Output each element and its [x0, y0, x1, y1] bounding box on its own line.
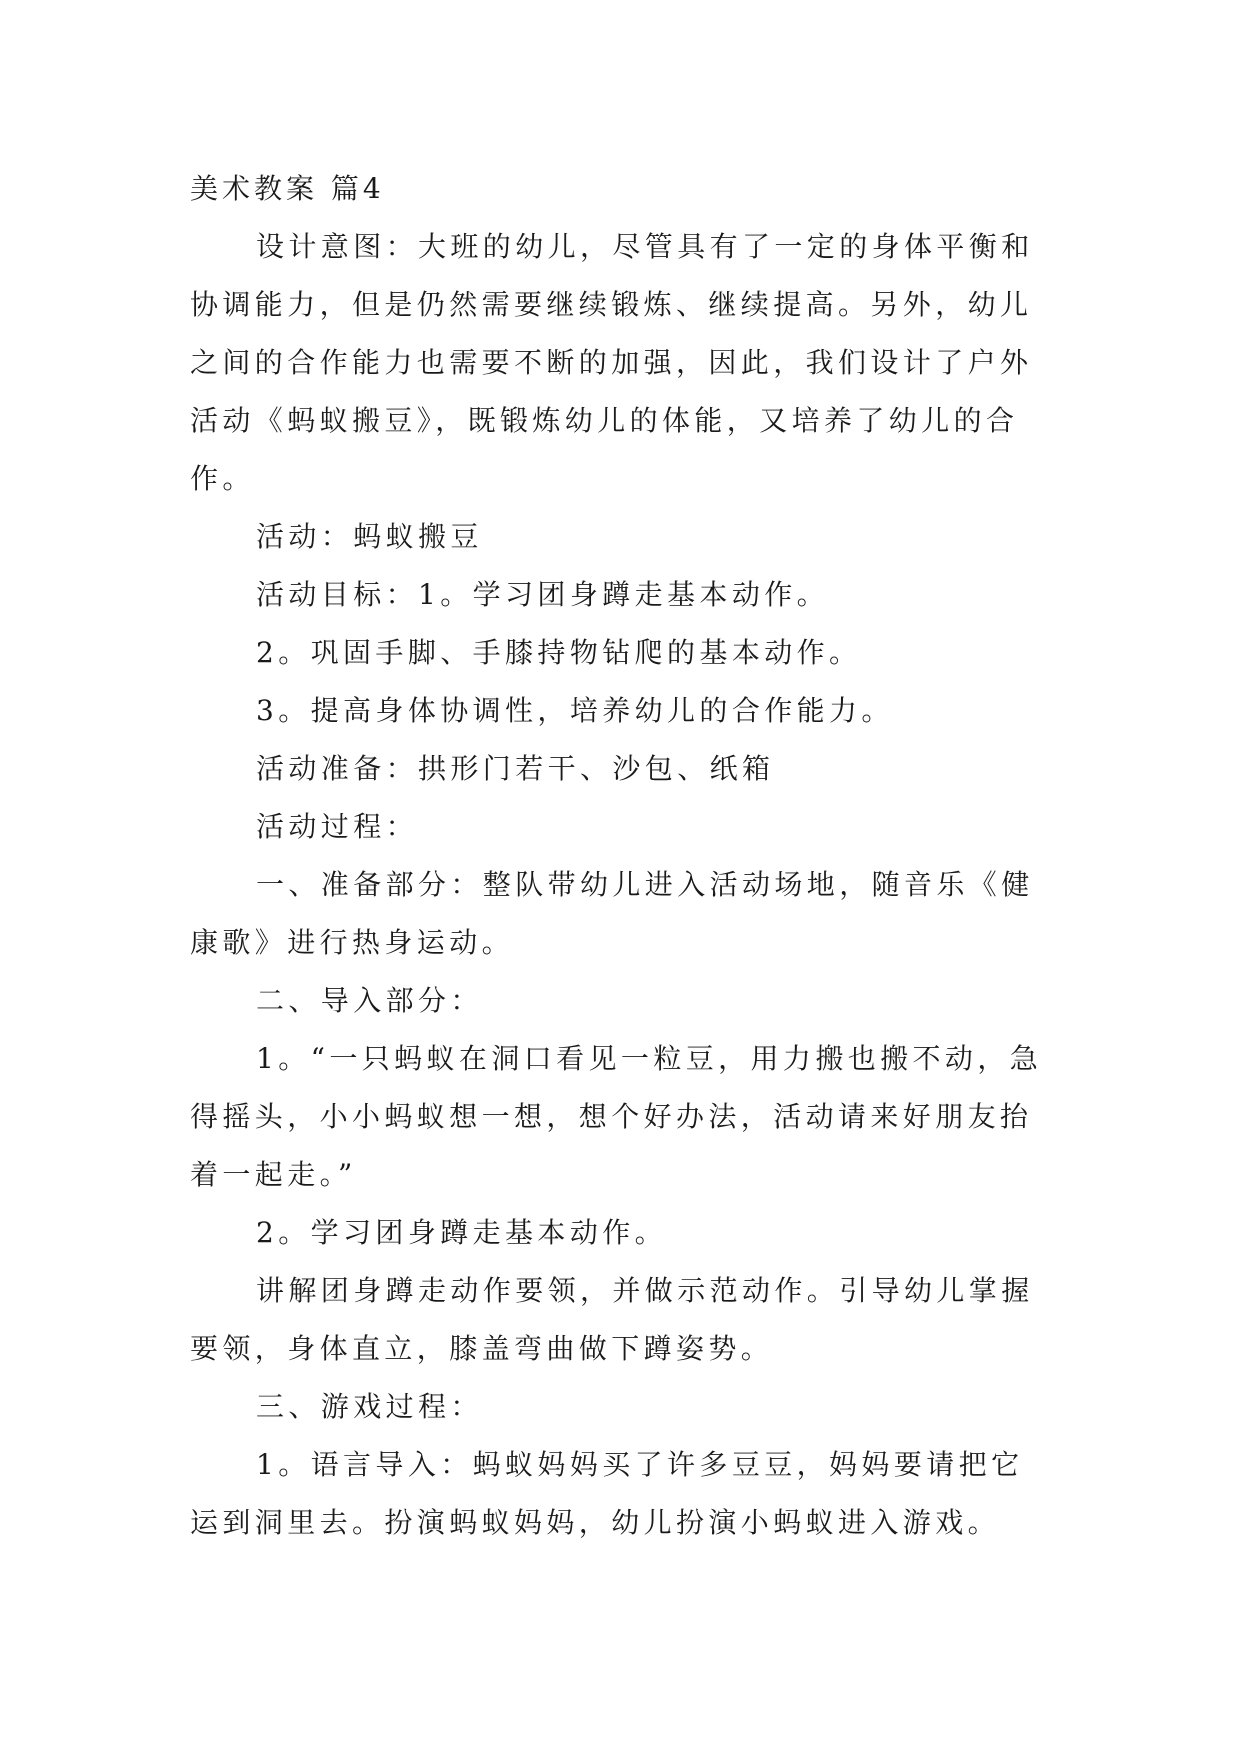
paragraph-warmup: 一、准备部分：整队带幼儿进入活动场地，随音乐《健康歌》进行热身运动。 — [190, 868, 1034, 959]
paragraph-intro-rhyme: 1。“一只蚂蚁在洞口看见一粒豆，用力搬也搬不动，急得摇头，小小蚂蚁想一想，想个好办法，活动请来好朋友抬着一起走。” — [190, 1042, 1043, 1191]
document-body — [190, 160, 1050, 1552]
paragraph-process-heading: 活动过程： — [256, 810, 419, 843]
paragraph-goal-3: 3。提高身体协调性，培养幼儿的合作能力。 — [256, 694, 894, 727]
paragraph-design-intent: 设计意图：大班的幼儿，尽管具有了一定的身体平衡和协调能力，但是仍然需要继续锻炼、继续提高。另外，幼儿之间的合作能力也需要不断的加强，因此，我们设计了户外活动《蚂蚁搬豆》，既锻炼幼儿的体能，又培养了幼儿的合作。 — [190, 230, 1034, 495]
paragraph-game-intro: 1。语言导入：蚂蚁妈妈买了许多豆豆，妈妈要请把它运到洞里去。扮演蚂蚁妈妈，幼儿扮演小蚂蚁进入游戏。 — [190, 1448, 1024, 1539]
paragraph-activity-name: 活动：蚂蚁搬豆 — [256, 520, 483, 553]
document-title: 美术教案 篇4 — [190, 172, 385, 205]
paragraph-explanation: 讲解团身蹲走动作要领，并做示范动作。引导幼儿掌握要领，身体直立，膝盖弯曲做下蹲姿势。 — [190, 1274, 1034, 1365]
paragraph-goal-1: 活动目标：1。学习团身蹲走基本动作。 — [256, 578, 830, 611]
paragraph-goal-2: 2。巩固手脚、手膝持物钻爬的基本动作。 — [256, 636, 862, 669]
paragraph-intro-learn: 2。学习团身蹲走基本动作。 — [256, 1216, 668, 1249]
paragraph-preparation: 活动准备：拱形门若干、沙包、纸箱 — [256, 752, 775, 785]
paragraph-intro-heading: 二、导入部分： — [256, 984, 483, 1017]
paragraph-game-heading: 三、游戏过程： — [256, 1390, 483, 1423]
